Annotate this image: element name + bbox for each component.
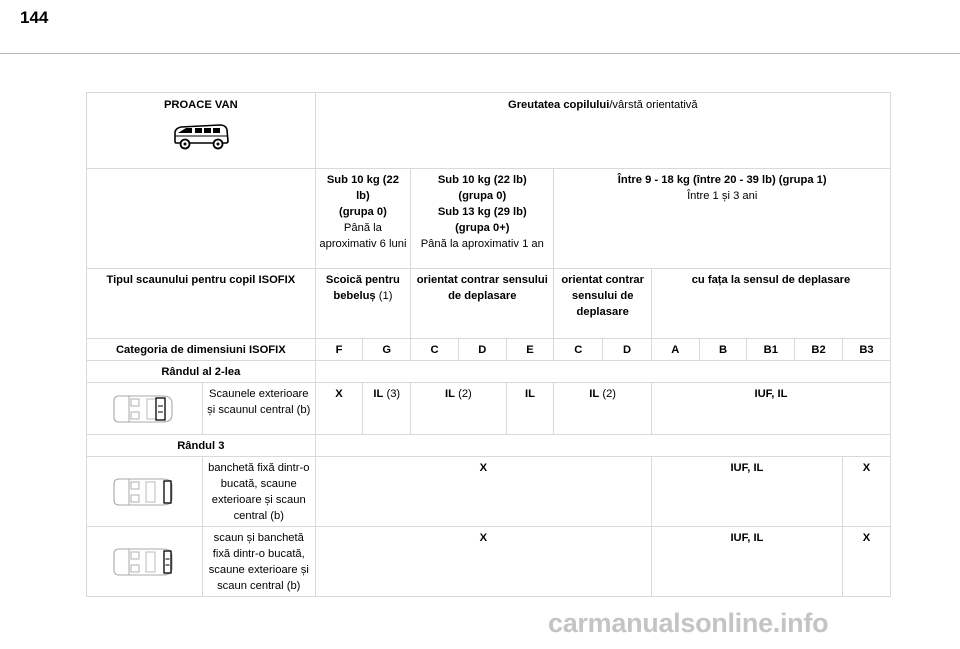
rear-facing-1: orientat contrar sensului de deplasare: [554, 269, 652, 339]
size-class-cell: B: [699, 339, 747, 361]
row2-value-main: IL: [589, 388, 600, 400]
seat-plan-icon: [87, 383, 203, 435]
weight-header: [315, 93, 890, 169]
group-0plus-weight-1: Sub 10 kg (22 lb): [437, 174, 527, 186]
row2-value-main: IL: [373, 388, 384, 400]
row2-value: [411, 383, 507, 435]
row2-value-main: IL: [445, 388, 455, 400]
row2-value: [363, 383, 411, 435]
row3-title: Rândul 3: [87, 435, 316, 457]
size-class-cell: E: [506, 339, 554, 361]
carrycot-label: Scoică pentru bebeluș: [325, 274, 400, 302]
row3-seat-desc: banchetă fixă dintr-o bucată, scaune exterioare și scaun central (b): [202, 457, 315, 527]
size-class-cell: C: [411, 339, 459, 361]
row2-seat-desc: Scaunele exterioare și scaunul central (b): [202, 383, 315, 435]
size-class-cell: D: [603, 339, 652, 361]
carrycot-note: (1): [375, 290, 393, 302]
row2-value: [554, 383, 652, 435]
isofix-table: [86, 92, 891, 597]
page-number: 144: [20, 8, 49, 27]
group-0-age: Până la aproximativ 6 luni: [319, 222, 407, 250]
row2-value: X: [315, 383, 363, 435]
row3-value: X: [842, 457, 890, 527]
header-row: [87, 93, 891, 169]
size-class-cell: F: [315, 339, 363, 361]
group-0plus-weight-2: Sub 13 kg (29 lb): [437, 206, 527, 218]
row2-entry: [87, 383, 891, 435]
group-0plus-label-2: (grupa 0+): [455, 222, 510, 234]
row2-value-note: (2): [599, 388, 617, 400]
row3-entry: [87, 457, 891, 527]
row2-title: Rândul al 2-lea: [87, 361, 316, 383]
weight-title: Greutatea copilului: [508, 99, 610, 111]
group-0plus-cell: [411, 169, 554, 269]
seat-plan-icon: [87, 527, 203, 597]
vehicle-name: PROACE VAN: [163, 99, 238, 111]
size-class-cell: B2: [795, 339, 843, 361]
size-class-cell: G: [363, 339, 411, 361]
seat-type-label: Tipul scaunului pentru copil ISOFIX: [87, 269, 316, 339]
row3-title-row: [87, 435, 891, 457]
size-class-label: Categoria de dimensiuni ISOFIX: [87, 339, 316, 361]
vehicle-cell: [87, 93, 316, 169]
row3-value: X: [315, 527, 651, 597]
row3-value: IUF, IL: [651, 457, 842, 527]
row2-value-note: (2): [454, 388, 472, 400]
row3-value: X: [842, 527, 890, 597]
size-class-cell: A: [651, 339, 699, 361]
row2-title-row: [87, 361, 891, 383]
row2-value: IL: [506, 383, 554, 435]
row3-value: X: [315, 457, 651, 527]
seat-plan-icon: [87, 457, 203, 527]
rear-facing-0plus: orientat contrar sensului de deplasare: [411, 269, 554, 339]
group-1-age: Între 1 și 3 ani: [687, 190, 758, 202]
group-0-label: (grupa 0): [338, 206, 387, 218]
watermark[interactable]: carmanualsonline.info: [548, 608, 829, 638]
size-class-cell: B1: [747, 339, 795, 361]
group-0plus-age: Până la aproximativ 1 an: [420, 238, 544, 250]
header-rule: [0, 53, 960, 54]
row3-entry: [87, 527, 891, 597]
size-class-row: [87, 339, 891, 361]
groups-row: [87, 169, 891, 269]
group-0-weight: Sub 10 kg (22 lb): [326, 174, 399, 202]
seat-type-row: [87, 269, 891, 339]
size-class-cell: D: [458, 339, 506, 361]
size-class-cell: B3: [842, 339, 890, 361]
row2-value: IUF, IL: [651, 383, 890, 435]
van-icon: [172, 122, 230, 150]
size-class-cell: C: [554, 339, 603, 361]
row3-seat-desc: scaun și banchetă fixă dintr-o bucată, scaune exterioare și scaun central (b): [202, 527, 315, 597]
row3-value: IUF, IL: [651, 527, 842, 597]
group-0plus-label-1: (grupa 0): [458, 190, 507, 202]
group-1-cell: [554, 169, 891, 269]
carrycot-cell: [315, 269, 411, 339]
weight-subtitle: /vârstă orientativă: [609, 99, 698, 111]
group-0-cell: [315, 169, 411, 269]
group-1-weight: Între 9 - 18 kg (între 20 - 39 lb) (grupa 1): [617, 174, 827, 186]
forward-facing: cu fața la sensul de deplasare: [651, 269, 890, 339]
row2-value-note: (3): [383, 388, 401, 400]
